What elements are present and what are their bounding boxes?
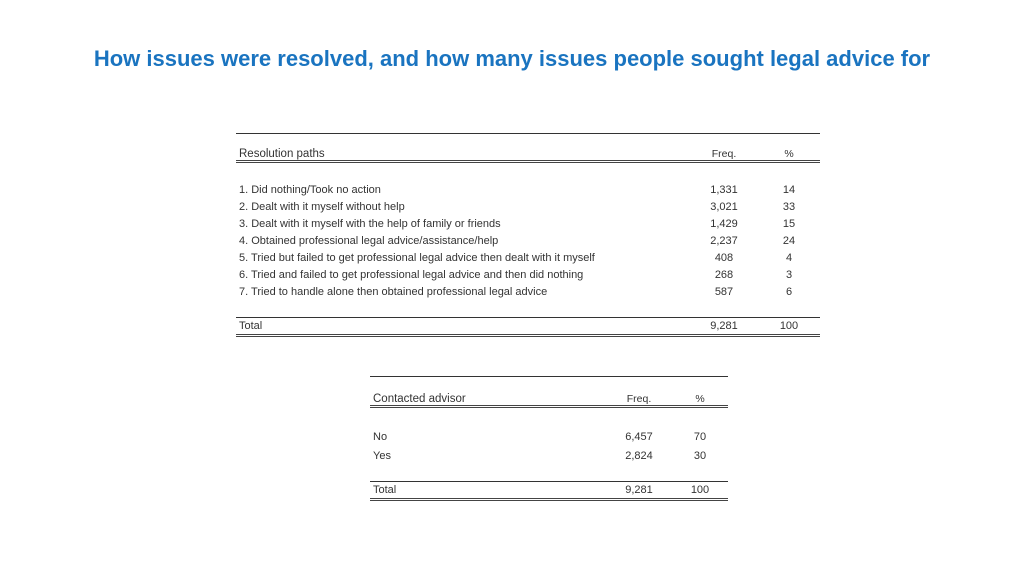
- row-freq: 6,457: [625, 430, 653, 443]
- row-label: 1. Did nothing/Took no action: [239, 183, 381, 196]
- table-row: [236, 198, 820, 215]
- total-pct: 100: [779, 320, 799, 332]
- row-freq: 408: [714, 251, 734, 264]
- row-label: 7. Tried to handle alone then obtained professional legal advice: [239, 285, 548, 298]
- row-pct: 15: [782, 217, 796, 230]
- header-freq: Freq.: [711, 148, 737, 160]
- table-row: [236, 215, 820, 232]
- header-label: Contacted advisor: [373, 393, 466, 405]
- table-row: [236, 181, 820, 198]
- header-label: Resolution paths: [239, 148, 325, 160]
- table-total-row: [370, 481, 728, 501]
- row-label: 6. Tried and failed to get professional legal advice and then did nothing: [239, 268, 584, 281]
- row-freq: 587: [714, 285, 734, 298]
- resolution-paths-table: [236, 133, 820, 337]
- row-freq: 2,237: [710, 234, 738, 247]
- row-label: No: [373, 430, 388, 443]
- row-label: 3. Dealt with it myself with the help of family or friends: [239, 217, 501, 230]
- row-freq: 1,429: [710, 217, 738, 230]
- row-pct: 4: [785, 251, 793, 264]
- row-pct: 24: [782, 234, 796, 247]
- row-freq: 1,331: [710, 183, 738, 196]
- table-row: [370, 446, 728, 465]
- table-header: [370, 387, 728, 408]
- row-label: 4. Obtained professional legal advice/assistance/help: [239, 234, 499, 247]
- table-row: [370, 427, 728, 446]
- total-pct: 100: [690, 484, 710, 496]
- row-pct: 30: [693, 449, 707, 462]
- row-label: 2. Dealt with it myself without help: [239, 200, 405, 213]
- row-pct: 14: [782, 183, 796, 196]
- row-freq: 3,021: [710, 200, 738, 213]
- row-freq: 268: [714, 268, 734, 281]
- spacer: [236, 163, 820, 181]
- spacer: [370, 465, 728, 481]
- header-pct: %: [784, 148, 794, 160]
- row-freq: 2,824: [625, 449, 653, 462]
- table-header: [236, 142, 820, 163]
- total-freq: 9,281: [625, 484, 653, 496]
- slide-title: How issues were resolved, and how many issues people sought legal advice for: [93, 46, 931, 71]
- row-pct: 3: [785, 268, 793, 281]
- spacer: [370, 408, 728, 427]
- table-row: [236, 232, 820, 249]
- table-total-row: [236, 317, 820, 337]
- row-pct: 6: [785, 285, 793, 298]
- header-pct: %: [695, 393, 705, 405]
- header-freq: Freq.: [626, 393, 652, 405]
- table-top-rule: [236, 133, 820, 142]
- total-freq: 9,281: [710, 320, 738, 332]
- total-label: Total: [373, 484, 397, 496]
- row-pct: 33: [782, 200, 796, 213]
- table-top-rule: [370, 376, 728, 387]
- row-label: Yes: [373, 449, 391, 462]
- total-label: Total: [239, 320, 263, 332]
- row-label: 5. Tried but failed to get professional legal advice then dealt with it myself: [239, 251, 595, 264]
- table-row: [236, 249, 820, 266]
- table-row: [236, 283, 820, 300]
- row-pct: 70: [693, 430, 707, 443]
- table-row: [236, 266, 820, 283]
- contacted-advisor-table: [370, 376, 728, 501]
- spacer: [236, 300, 820, 317]
